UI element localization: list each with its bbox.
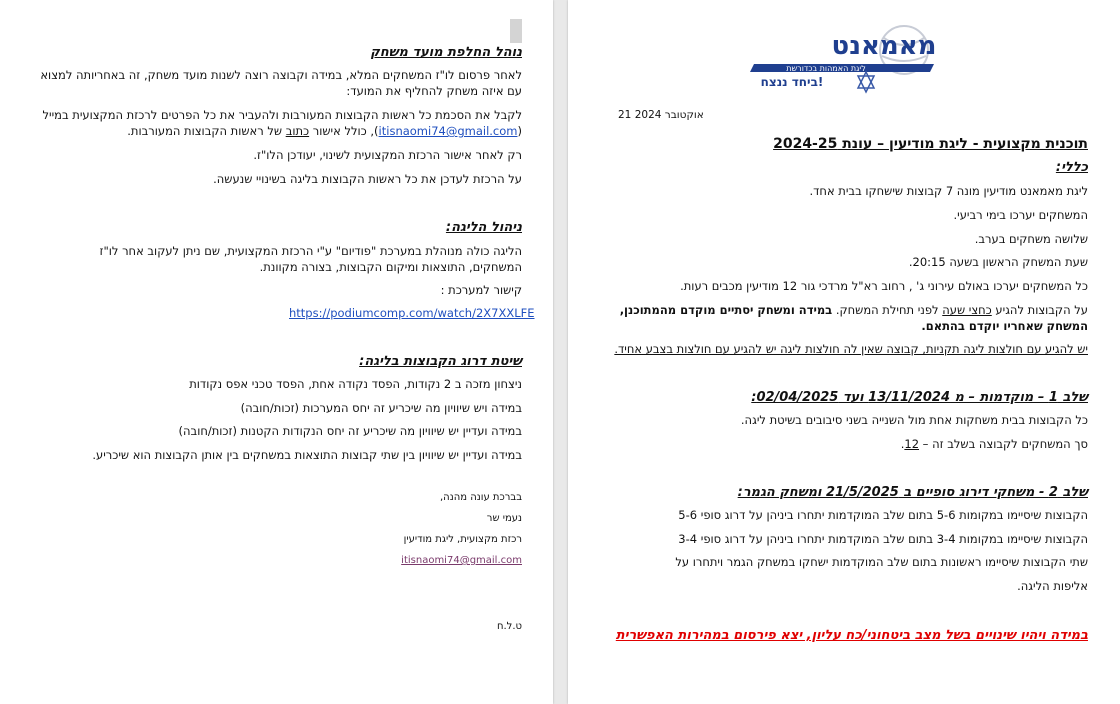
title-text: תוכנית מקצועית - ליגת מודיעין – עונת 2024-25 [773,136,1088,152]
document-page-right [568,0,1120,704]
general-line-6 [608,302,1088,334]
security-notice: במידה ויהיו שינויים בשל מצב ביטחוני/כח עליון, יצא פירסום במהירות האפשרית [615,628,1088,643]
underlined-text: כתוב [285,124,310,138]
general-line-4: שעת המשחק הראשון בשעה 20:15. [908,255,1088,269]
schedule-change-paragraph-1: לאחר פרסום לו"ז המשחקים המלא, במידה וקבוצה רוצה לשנות מועד משחק, זה באחריותה למצוא עם איזה משחק להחליף את המועד: [40,68,522,98]
mamanet-logo [734,20,962,100]
paragraph-text: על הקבוצות להגיע [991,303,1088,317]
signature-email-link[interactable]: itisnaomi74@gmail.com [401,555,522,566]
paragraph-text: של ראשות הקבוצות המעורבות. [127,124,286,138]
system-link-label: קישור למערכת : [440,283,522,297]
signature-role: רכזת מקצועית, ליגת מודיעין [403,534,522,545]
schedule-change-paragraph-2 [32,107,522,139]
document-page-left [0,0,553,704]
section-title-schedule-change: נוהל החלפת מועד משחק [370,45,522,60]
underlined-number: 12 [904,437,920,451]
paragraph-text: ), כולל אישור [309,124,379,138]
ranking-rule-4: במידה ועדיין יש שיוויון בין שתי קבוצות התוצאות במשחקים בין אותן הקבוצות הוא שיכריע. [92,448,522,462]
logo-sub-text: ליגת האמהות בכדורשת [786,64,866,73]
general-line-2: המשחקים יערכו בימי רביעי. [953,208,1088,222]
general-line-7: יש להגיע עם חולצות ליגה תקניות, קבוצה שאין לה חולצות ליגה יש להגיע עם חולצות בצבע אחיד. [614,342,1088,356]
paragraph-text: . [900,437,905,451]
underlined-text: כחצי שעה [942,303,992,317]
signature-name: נעמי שר [486,513,522,524]
document-title [773,136,1088,152]
stage-2-title: שלב 2 - משחקי דירוג סופיים ב 21/5/2025 ומשחק הגמר: [737,485,1088,500]
paragraph-text: לקבל את הסכמת כל ראשות הקבוצות המעורבות ולהעביר את כל הפרטים לרכזת המקצועית במייל ( [42,108,522,138]
signature-tlh: ט.ל.ח [496,621,522,632]
logo-main-text: מאמאנט [831,31,937,61]
stage-1-line-2 [901,437,1088,452]
stage-2-line-4: אליפות הליגה. [1017,579,1088,593]
document-date: 21 אוקטובר 2024 [618,109,704,121]
section-title-league-management: ניהול הליגה: [445,220,522,235]
schedule-change-paragraph-4: על הרכזת לעדכן את כל ראשות הקבוצות בליגה בשינויי שנעשה. [213,172,522,186]
bold-text: במידה ומשחק יסתיים מוקדם מהמתוכנן, המשחק שאחריו יוקדם בהתאם. [619,303,1088,333]
email-link[interactable]: itisnaomi74@gmail.com [378,124,518,138]
stage-2-line-1: הקבוצות שיסיימו במקומות 5-6 בתום שלב המוקדמות יתחרו ביניהן על דרוג סופי 5-6 [678,508,1088,522]
schedule-change-paragraph-3: רק לאחר אישור הרכזת המקצועית לשינוי, יעודכן הלו"ז. [253,148,522,162]
general-line-3: שלושה משחקים בערב. [974,232,1088,246]
logo-slogan: ביחד ננצח! [760,75,824,89]
stage-1-line-1: כל הקבוצות בבית משחקות אחת מול השנייה בשני סיבובים בשיטת ליגה. [740,413,1088,427]
stage-2-line-2: הקבוצות שיסיימו במקומות 3-4 בתום שלב המוקדמות יתחרו ביניהן על דרוג סופי 3-4 [678,532,1088,546]
signature-greeting: בברכת עונה מהנה, [440,492,522,503]
paragraph-text: סך המשחקים לקבוצה בשלב זה – [919,437,1088,451]
section-title-ranking-method: שיטת דרוג הקבוצות בליגה: [359,354,522,369]
general-line-1: ליגת מאמאנט מודיעין מונה 7 קבוצות שישחקו בבית אחד. [809,184,1088,198]
ranking-rule-2: במידה ויש שיוויון מה שיכריע זה יחס המערכות (זכות/חובה) [240,401,522,415]
ranking-rule-1: ניצחון מזכה ב 2 נקודות, הפסד נקודה אחת, הפסד טכני אפס נקודות [189,377,522,391]
scrollbar-thumb[interactable] [510,19,522,43]
stage-2-line-3: שתי הקבוצות שיסיימו ראשונות בתום שלב המוקדמות ישחקו במשחק הגמר ויתחרו על [675,555,1088,569]
general-line-5: כל המשחקים יערכו באולם עירוני ג' , רחוב רא"ל מרדכי גור 12 מודיעין מכבים רעות. [680,279,1088,293]
league-management-paragraph: הליגה כולה מנוהלת במערכת "פודיום" ע"י הרכזת המקצועית, שם ניתן לעקוב אחר לו"ז המשחקים, התוצאות ומיקום הקבוצות, בצורה מקוונת. [99,244,522,274]
ranking-rule-3: במידה ועדיין יש שיוויון מה שיכריע זה יחס הנקודות הקטנות (זכות/חובה) [178,424,522,438]
podium-link[interactable]: https://podiumcomp.com/watch/2X7XXLFE [289,306,535,320]
stage-1-title: שלב 1 – מוקדמות – מ 13/11/2024 ועד 02/04/2025: [751,390,1088,405]
paragraph-text: לפני תחילת המשחק. [832,303,943,317]
general-heading: כללי: [1055,160,1088,175]
